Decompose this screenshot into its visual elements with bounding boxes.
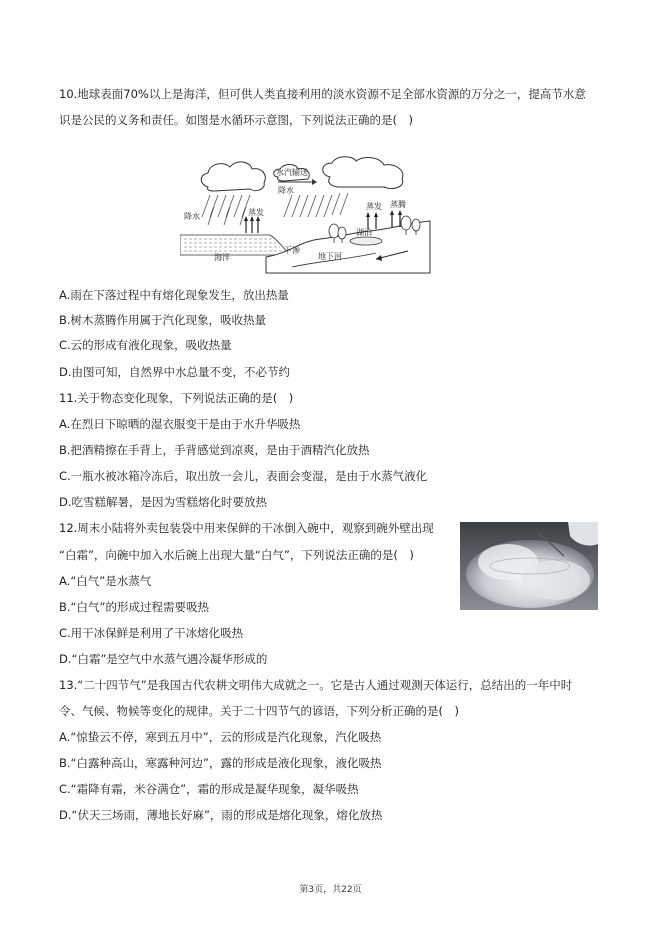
- q12-option-b: B.“白气”的形成过程需要吸热: [59, 600, 209, 614]
- rain-left: [202, 195, 250, 225]
- water-cycle-diagram: [180, 155, 435, 275]
- label-evaporation-right: 蒸发: [366, 202, 382, 211]
- label-precipitation-left: 降水: [184, 212, 200, 221]
- q13-option-b: B.“白露种高山，寒露种河边”，露的形成是液化现象，液化吸热: [59, 756, 382, 770]
- q13-option-d: D.“伏天三场雨，薄地长好麻”，雨的形成是熔化现象，熔化放热: [59, 808, 383, 822]
- page-footer: 第3页，共22页: [299, 885, 362, 895]
- q11-option-d: D.吃雪糕解暑，是因为雪糕熔化时要放热: [59, 495, 268, 509]
- q13-stem-line1: 13.“二十四节气”是我国古代农耕文明伟大成就之一。它是古人通过观测天体运行，总结出的一年中时: [59, 678, 573, 692]
- label-lake: 湖泊: [356, 228, 372, 237]
- q10-stem-line2: 识是公民的义务和责任。如图是水循环示意图，下列说法正确的是( ): [59, 113, 413, 127]
- evaporation-arrows-left: [246, 219, 258, 233]
- cloud-left: [201, 162, 265, 191]
- q11-option-c: C.一瓶水被冰箱冷冻后，取出放一会儿，表面会变湿，是由于水蒸气液化: [59, 469, 428, 483]
- cloud-right: [323, 157, 403, 189]
- q10-option-d: D.由图可知，自然界中水总量不变，不必节约: [59, 365, 291, 379]
- q10-option-c: C.云的形成有液化现象，吸收热量: [59, 338, 232, 352]
- label-transpiration: 蒸腾: [390, 200, 406, 209]
- label-ocean: 海洋: [214, 253, 230, 262]
- ocean-area: [180, 235, 292, 255]
- label-infiltration: 下渗: [284, 246, 300, 255]
- label-evaporation-left: 蒸发: [248, 208, 264, 217]
- lake-shape: [350, 237, 382, 245]
- label-water-vapor-transport: 水汽输送: [276, 168, 308, 177]
- q10-option-a: A.雨在下落过程中有熔化现象发生，放出热量: [59, 288, 289, 302]
- q11-option-a: A.在烈日下晾晒的湿衣服变干是由于水升华吸热: [59, 417, 301, 431]
- q11-option-b: B.把酒精擦在手背上，手背感觉到凉爽，是由于酒精汽化放热: [59, 443, 370, 457]
- q12-option-a: A.“白气”是水蒸气: [59, 574, 152, 588]
- q12-stem-line1: 12.周末小陆将外卖包装袋中用来保鲜的干冰倒入碗中，观察到碗外壁出现: [59, 521, 434, 535]
- label-groundwater: 地下河: [318, 252, 342, 261]
- dry-ice-photo: [460, 522, 598, 610]
- label-precipitation-mid: 降水: [278, 186, 294, 195]
- q12-option-d: D.“白霜”是空气中水蒸气遇冷凝华形成的: [59, 652, 268, 666]
- q13-option-a: A.“惊蛰云不停，寒到五月中”，云的形成是汽化现象，汽化吸热: [59, 730, 382, 744]
- rain-mid: [284, 193, 348, 217]
- q13-option-c: C.“霜降有霜，米谷满仓”，霜的形成是凝华现象，凝华吸热: [59, 782, 359, 796]
- q11-stem: 11.关于物态变化现象，下列说法正确的是( ): [59, 391, 294, 405]
- q12-option-c: C.用干冰保鲜是利用了干冰熔化吸热: [59, 626, 244, 640]
- q10-option-b: B.树木蒸腾作用属于汽化现象，吸收热量: [59, 313, 267, 327]
- q12-stem-line2: “白霜”，向碗中加入水后碗上出现大量“白气”，下列说法正确的是( ): [59, 548, 414, 562]
- q13-stem-line2: 令、气候、物候等变化的规律。关于二十四节气的谚语，下列分析正确的是( ): [59, 704, 459, 718]
- q10-stem-line1: 10.地球表面70%以上是海洋，但可供人类直接利用的淡水资源不足全部水资源的万分之一，提高节水意: [59, 87, 586, 101]
